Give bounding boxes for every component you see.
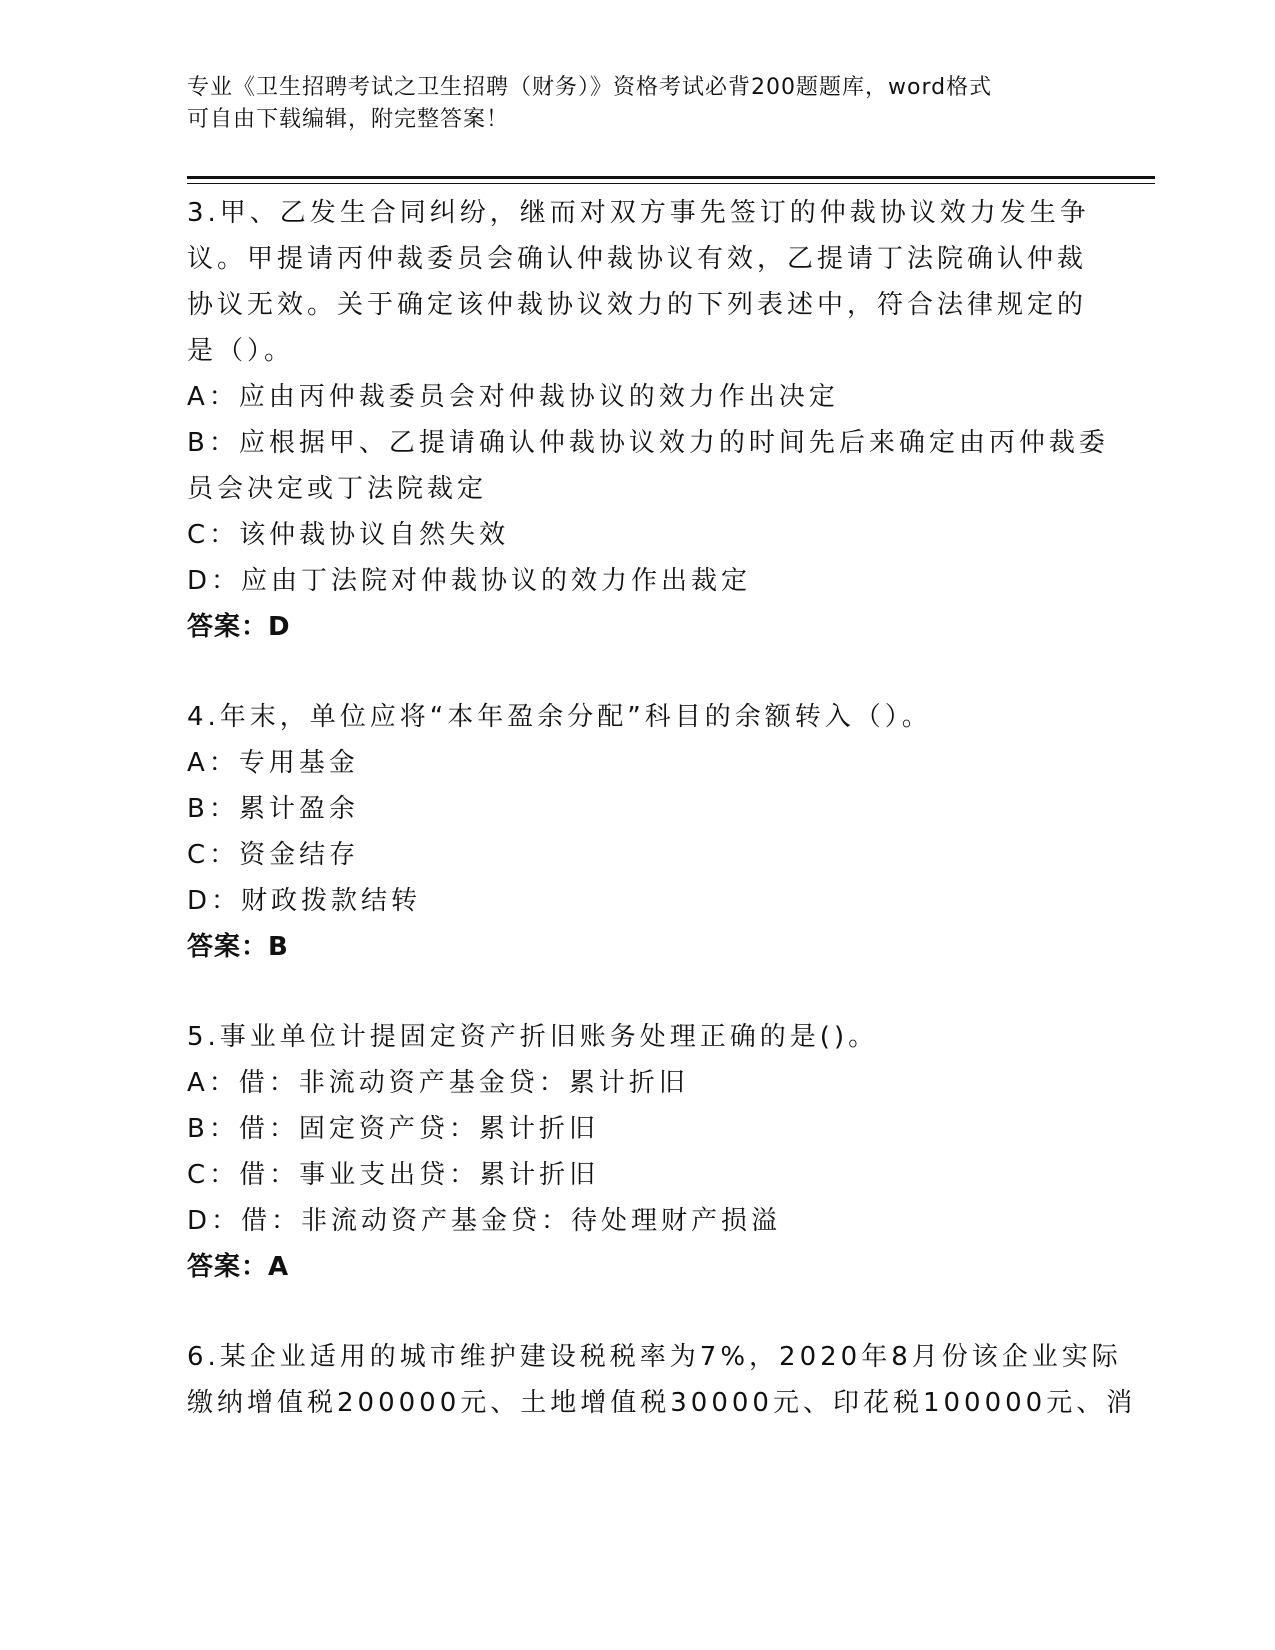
- question-list: [187, 190, 1137, 1426]
- question-3-answer: 答案：D: [187, 612, 291, 642]
- question-3-stem-line-2: 议。甲提请丙仲裁委员会确认仲裁协议有效，乙提请丁法院确认仲裁: [187, 244, 1088, 274]
- question-3-option-b-line-2: 员会决定或丁法院裁定: [187, 474, 488, 504]
- header-title-line-2: 可自由下载编辑，附完整答案！: [187, 107, 510, 132]
- question-5-option-c: C：借：事业支出贷：累计折旧: [187, 1160, 600, 1190]
- header-divider-thick: [187, 176, 1155, 179]
- question-4-option-a: A：专用基金: [187, 748, 359, 778]
- question-5-option-b: B：借：固定资产贷：累计折旧: [187, 1114, 599, 1144]
- question-5-answer: 答案：A: [187, 1252, 290, 1282]
- question-4: [187, 694, 1087, 970]
- question-5: [187, 1014, 1087, 1290]
- question-spacer: [187, 650, 1087, 694]
- question-3-stem-line-3: 协议无效。关于确定该仲裁协议效力的下列表述中，符合法律规定的: [187, 290, 1088, 320]
- question-6-stem-line-2: 缴纳增值税200000元、土地增值税30000元、印花税100000元、消: [187, 1388, 1137, 1418]
- question-4-stem: 4.年末，单位应将“本年盈余分配”科目的余额转入（）。: [187, 702, 932, 732]
- question-3-option-a: A：应由丙仲裁委员会对仲裁协议的效力作出决定: [187, 382, 839, 412]
- document-header: [187, 72, 1067, 136]
- question-3-option-b-line-1: B：应根据甲、乙提请确认仲裁协议效力的时间先后来确定由丙仲裁委: [187, 428, 1109, 458]
- question-spacer: [187, 1290, 1087, 1334]
- question-3-option-d: D：应由丁法院对仲裁协议的效力作出裁定: [187, 566, 752, 596]
- question-5-option-a: A：借：非流动资产基金贷：累计折旧: [187, 1068, 689, 1098]
- question-3-stem-line-4: 是（）。: [187, 336, 295, 366]
- question-3-option-c: C：该仲裁协议自然失效: [187, 520, 510, 550]
- question-6: [187, 1334, 1137, 1426]
- question-4-option-b: B：累计盈余: [187, 794, 359, 824]
- question-6-stem-line-1: 6.某企业适用的城市维护建设税税率为7%，2020年8月份该企业实际: [187, 1342, 1122, 1372]
- header-divider-thin: [187, 183, 1155, 184]
- question-3: [187, 190, 1109, 650]
- question-5-option-d: D：借：非流动资产基金贷：待处理财产损溢: [187, 1206, 782, 1236]
- question-5-stem: 5.事业单位计提固定资产折旧账务处理正确的是()。: [187, 1022, 879, 1052]
- question-spacer: [187, 970, 1087, 1014]
- question-4-option-c: C：资金结存: [187, 840, 360, 870]
- header-title-line-1: 专业《卫生招聘考试之卫生招聘（财务）》资格考试必背200题题库，word格式: [187, 75, 993, 100]
- question-4-option-d: D：财政拨款结转: [187, 886, 422, 916]
- question-4-answer: 答案：B: [187, 932, 289, 962]
- question-3-stem-line-1: 3.甲、乙发生合同纠纷，继而对双方事先签订的仲裁协议效力发生争: [187, 198, 1090, 228]
